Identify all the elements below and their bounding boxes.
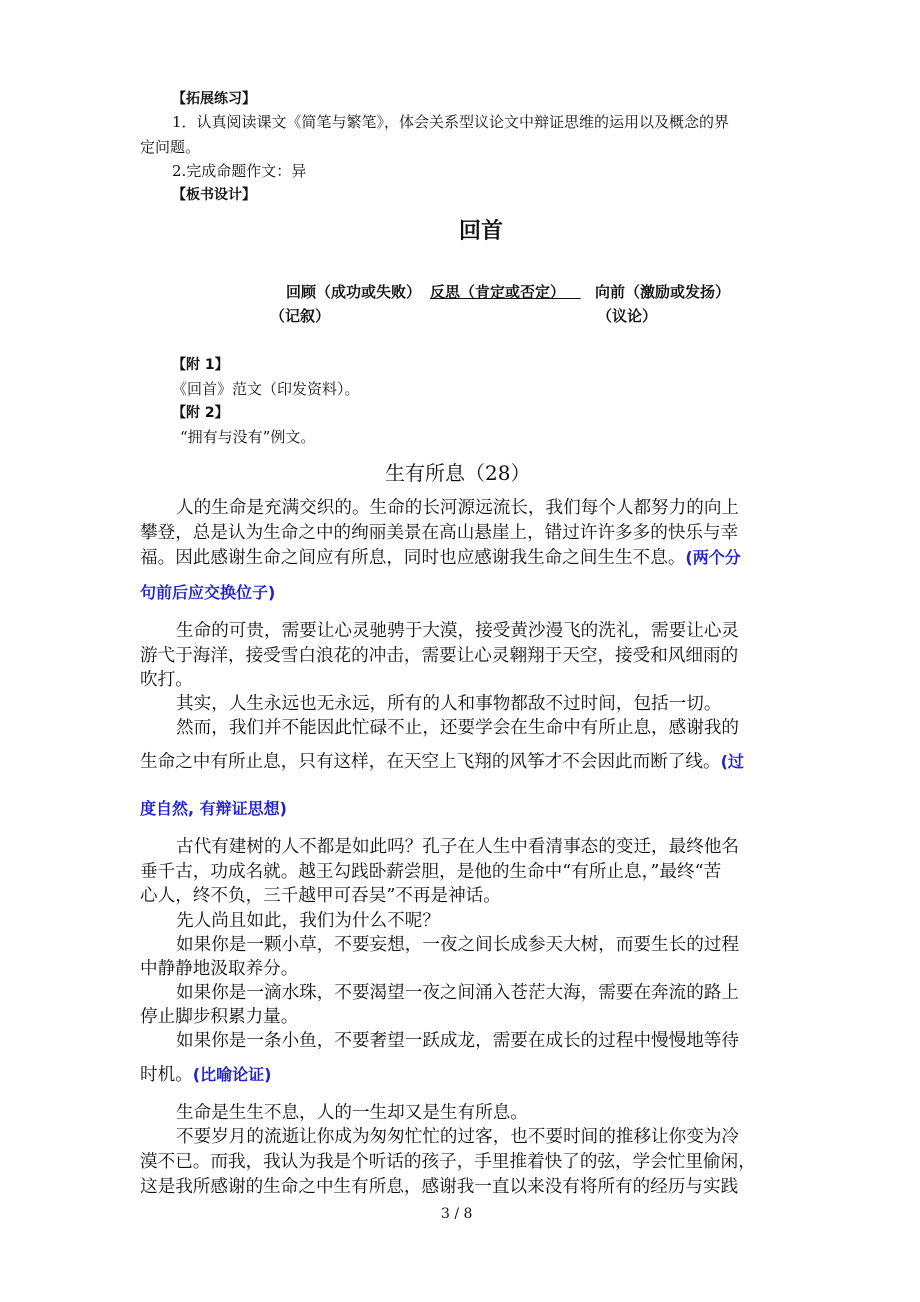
extension-heading: 【拓展练习】 [172,91,256,107]
essay-p8-line2: 停止脚步积累力量。 [140,1007,299,1027]
essay-p6: 先人尚且如此，我们为什么不呢？ [176,911,440,931]
board-sub-argument: （议论） [597,307,658,325]
board-part-review: 回顾（成功或失败） [286,283,422,301]
board-part-forward: 向前（激励或发扬） [595,283,731,301]
essay-p1-line1: 人的生命是充满交织的。生命的长河源远流长，我们每个人都努力的向上 [176,498,740,518]
essay-p2-line2: 游弋于海洋，接受雪白浪花的冲击，需要让心灵翱翔于天空，接受和风细雨的 [140,646,739,666]
extension-item-2: 2.完成命题作文：异 [172,162,307,180]
essay-title: 生有所息（28） [385,461,531,485]
annotation-2b: 度自然, 有辩证思想) [140,799,287,818]
board-part-reflect: 反思（肯定或否定） [430,283,566,301]
essay-p11-line2: 漠不已。而我，我认为我是个听话的孩子，手里推着快了的弦，学会忙里偷闲， [140,1152,756,1172]
essay-p7-line1: 如果你是一颗小草，不要妄想，一夜之间长成参天大树，而要生长的过程 [176,935,740,955]
essay-p2-line1: 生命的可贵，需要让心灵驰骋于大漠，接受黄沙漫飞的洗礼，需要让心灵 [176,621,740,641]
board-title: 回首 [459,219,504,244]
essay-p3: 其实，人生永远也无永远，所有的人和事物都敌不过时间，包括一切。 [176,694,722,714]
board-sub-narrative: （记叙） [270,307,331,325]
essay-p9-line1: 如果你是一条小鱼，不要奢望一跃成龙，需要在成长的过程中慢慢地等待 [176,1031,740,1051]
annotation-2a: (过 [720,752,744,771]
essay-p2-line3: 吹打。 [140,670,193,690]
appendix-2-heading: 【附 2】 [172,405,229,421]
essay-p9-line2: 时机。(比喻论证) [140,1065,272,1085]
extension-item-1: 1．认真阅读课文《简笔与繁笔》，体会关系型议论文中辩证思维的运用以及概念的界 [172,113,730,131]
page-number: 3 / 8 [441,1206,473,1222]
appendix-1-text: 《回首》范文（印发资料）。 [172,380,360,398]
essay-p10: 生命是生生不息，人的一生却又是生有所息。 [176,1103,528,1123]
essay-p5-line2: 垂千古，功成名就。越王勾践卧薪尝胆，是他的生命中“有所止息，”最终“苦 [140,862,722,882]
annotation-1a: (两个分 [685,548,741,567]
annotation-1b: 句前后应交换位子) [140,583,276,602]
essay-p5-line1: 古代有建树的人不都是如此吗？孔子在人生中看清事态的变迁，最终他名 [176,837,740,857]
extension-item-1-cont: 定问题。 [140,138,201,156]
essay-p8-line1: 如果你是一滴水珠，不要渴望一夜之间涌入苍茫大海，需要在奔流的路上 [176,983,740,1003]
essay-p5-line3: 心人，终不负，三千越甲可吞吴”不再是神话。 [140,886,501,906]
essay-p4-line1: 然而，我们并不能因此忙碌不止，还要学会在生命中有所止息，感谢我的 [176,718,740,738]
essay-p7-line2: 中静静地汲取养分。 [140,959,299,979]
board-heading: 【板书设计】 [172,187,256,203]
appendix-1-heading: 【附 1】 [172,357,229,373]
essay-p4-line2: 生命之中有所止息，只有这样，在天空上飞翔的风筝才不会因此而断了线。(过 [140,752,744,772]
essay-p1-line3: 福。因此感谢生命之间应有所息，同时也应感谢我生命之间生生不息。(两个分 [140,548,741,568]
essay-p11-line1: 不要岁月的流逝让你成为匆匆忙忙的过客，也不要时间的推移让你变为冷 [176,1127,740,1147]
annotation-3: (比喻论证) [192,1065,272,1084]
essay-p11-line3: 这是我所感谢的生命之中生有所息，感谢我一直以来没有将所有的经历与实践 [140,1177,739,1197]
essay-p1-line2: 攀登，总是认为生命之中的绚丽美景在高山悬崖上，错过许许多多的快乐与幸 [140,523,739,543]
appendix-2-text: “拥有与没有”例文。 [180,428,316,446]
